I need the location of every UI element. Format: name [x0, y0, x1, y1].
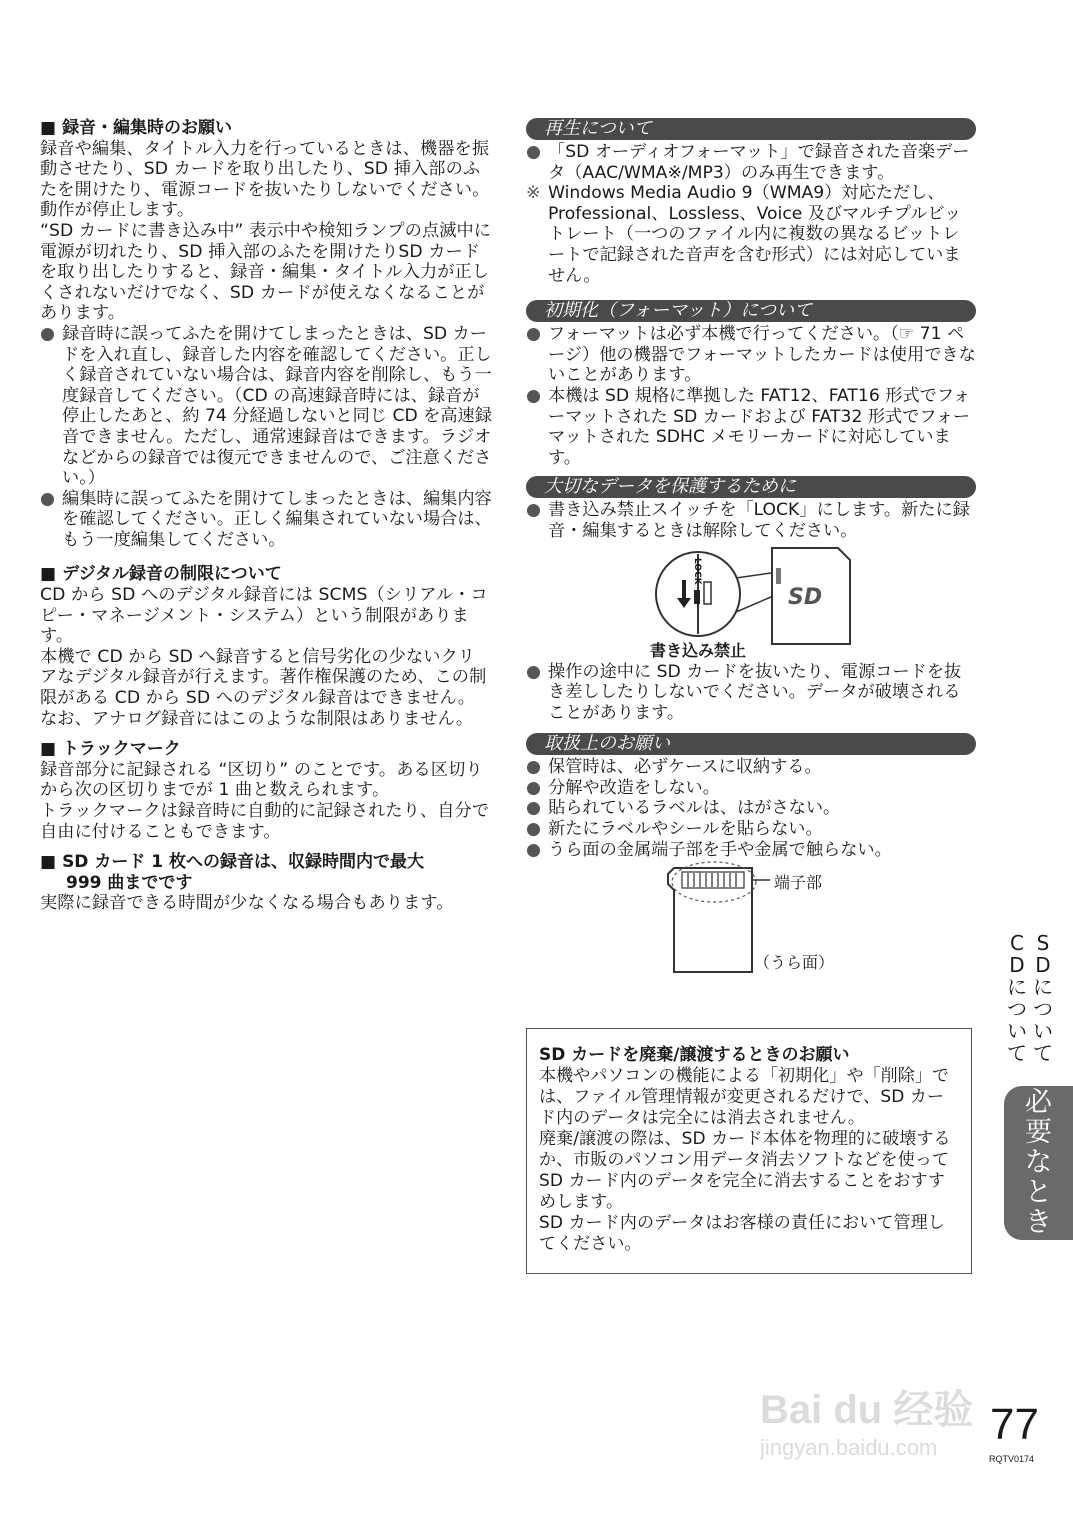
- notice-paragraph: 廃棄/譲渡の際は、SD カード本体を物理的に破壊するか、市販のパソコン用データ消去ソフトなどを使って SD カード内のデータを完全に消去することをおすすめします。: [539, 1129, 951, 1212]
- baidu-watermark: [760, 1360, 1000, 1470]
- bullet-item: ● 保管時は、必ずケースに収納する。: [526, 757, 822, 778]
- section-title-digital: ■ デジタル録音の制限について: [40, 564, 282, 585]
- bullet-item: ● 編集時に誤ってふたを開けてしまったときは、編集内容を確認してください。正しく編集されていない場合は、もう一度編集してください。: [40, 488, 492, 550]
- section-band-protect: 大切なデータを保護するために: [526, 476, 976, 498]
- bullet-item: ● 「SD オーディオフォーマット」で録音された音楽データ（AAC/WMA※/MP3）のみ再生できます。: [526, 142, 970, 183]
- notice-title: SD カードを廃棄/譲渡するときのお願い: [539, 1045, 850, 1065]
- back-side-label: （うら面）: [754, 953, 835, 973]
- bullet-item: ● 新たにラベルやシールを貼らない。: [526, 819, 823, 840]
- side-col-cd: C D に つ い て: [1007, 931, 1027, 1065]
- paragraph: “SD カードに書き込み中” 表示中や検知ランプの点滅中に電源が切れたり、SD 挿入部のふたを開けたりSD カードを取り出したりすると、録音・編集・タイトル入力が正しくされないだけでなく、SD カードが使えなくなることがあります。: [40, 220, 492, 324]
- bullet-item: ● フォーマットは必ず本機で行ってください。（☞ 71 ページ）他の機器でフォーマットしたカードは使用できないことがあります。: [526, 324, 976, 386]
- section-title-999: ■ SD カード 1 枚への録音は、収録時間内で最大: [40, 852, 425, 873]
- sd-card-lock-illustration: [526, 542, 976, 662]
- sd-lock-figure: [526, 542, 976, 662]
- bullet-item: ● うら面の金属端子部を手や金属で触らない。: [526, 839, 892, 860]
- sd-back-figure: [526, 860, 976, 980]
- paragraph: CD から SD へのデジタル録音には SCMS（シリアル・コピー・マネージメント・システム）という制限があります。: [40, 585, 488, 647]
- section-title-999-line2: 999 曲までです: [66, 872, 193, 893]
- section-band-playback: 再生について: [526, 118, 976, 140]
- lock-label: LOCK: [692, 557, 702, 585]
- chapter-tab[interactable]: 必 要 な と き: [1004, 1086, 1073, 1240]
- paragraph: なお、アナログ録音にはこのような制限はありません。: [40, 708, 474, 729]
- terminal-label: 端子部: [774, 873, 823, 893]
- paragraph: トラックマークは録音時に自動的に記録されたり、自分で自由に付けることもできます。: [40, 801, 490, 842]
- section-title-recording: ■ 録音・編集時のお願い: [40, 118, 233, 138]
- right-column: [526, 118, 976, 980]
- paragraph: 本機で CD から SD へ録音すると信号劣化の少ないクリアなデジタル録音が行えます。著作権保護のため、この制限がある CD から SD へのデジタル録音はできません。: [40, 646, 487, 709]
- paragraph: 実際に録音できる時間が少なくなる場合もあります。: [40, 893, 454, 914]
- section-band-format: 初期化（フォーマット）について: [526, 300, 976, 322]
- paragraph: 録音部分に記録される “区切り” のことです。ある区切りから次の区切りまでが 1 曲と数えられます。: [40, 759, 483, 801]
- notice-paragraph: SD カード内のデータはお客様の責任において管理してください。: [539, 1213, 945, 1254]
- bullet-item: ● 録音時に誤ってふたを開けてしまったときは、SD カードを入れ直し、録音した内容を確認してください。正しく録音されていない場合は、録音内容を削除し、もう一度録音してください。（CD の高速録音時には、録音が停止したあと、約 74 分経過しないと同じ CD を高速録音できません。ただし、通常速録音はできます。ラジオなどからの録音では復元できませんので、ご注意ください。）: [40, 323, 492, 489]
- sd-card-back-illustration: [526, 860, 976, 980]
- write-protect-label: 書き込み禁止: [650, 640, 747, 660]
- side-chapter-label: [1004, 932, 1054, 1064]
- watermark-brand: Bai du 经验: [760, 1388, 974, 1432]
- bullet-item: ● 書き込み禁止スイッチを「LOCK」にします。新たに録音・編集するときは解除してください。: [526, 500, 970, 541]
- section-band-handling: 取扱上のお願い: [526, 733, 976, 755]
- page-number: 77: [990, 1400, 1039, 1449]
- bullet-item: ● 本機は SD 規格に準拠した FAT12、FAT16 形式でフォーマットされた SD カードおよび FAT32 形式でフォーマットされた SDHC メモリーカードに対応しています。: [526, 385, 971, 468]
- disposal-notice-box: [526, 1028, 972, 1274]
- svg-text:SD: SD: [788, 584, 823, 610]
- watermark-url: jingyan.baidu.com: [760, 1435, 938, 1460]
- side-col-sd: S D に つ い て: [1033, 931, 1053, 1065]
- left-column: [40, 118, 492, 914]
- section-title-trackmark: ■ トラックマーク: [40, 739, 181, 760]
- paragraph: 録音や編集、タイトル入力を行っているときは、機器を振動させたり、SD カードを取り出したり、SD 挿入部のふたを開けたり、電源コードを抜いたりしないでください。動作が停止します。: [40, 138, 490, 221]
- model-code: RQTV0174: [989, 1454, 1035, 1464]
- note-item: ※ Windows Media Audio 9（WMA9）対応ただし、Professional、Lossless、Voice 及びマルチプルビットレート（一つのファイル内に複数の異なるビットレートで記録された音声を含む形式）には対応していません。: [526, 183, 962, 286]
- notice-paragraph: 本機やパソコンの機能による「初期化」や「削除」では、ファイル管理情報が変更されるだけで、SD カード内のデータは完全には消去されません。: [539, 1066, 950, 1128]
- bullet-item: ● 分解や改造をしない。: [526, 777, 720, 798]
- bullet-item: ● 貼られているラベルは、はがさない。: [526, 798, 841, 819]
- bullet-item: ● 操作の途中に SD カードを抜いたり、電源コードを抜き差ししたりしないでください。データが破壊されることがあります。: [526, 661, 962, 723]
